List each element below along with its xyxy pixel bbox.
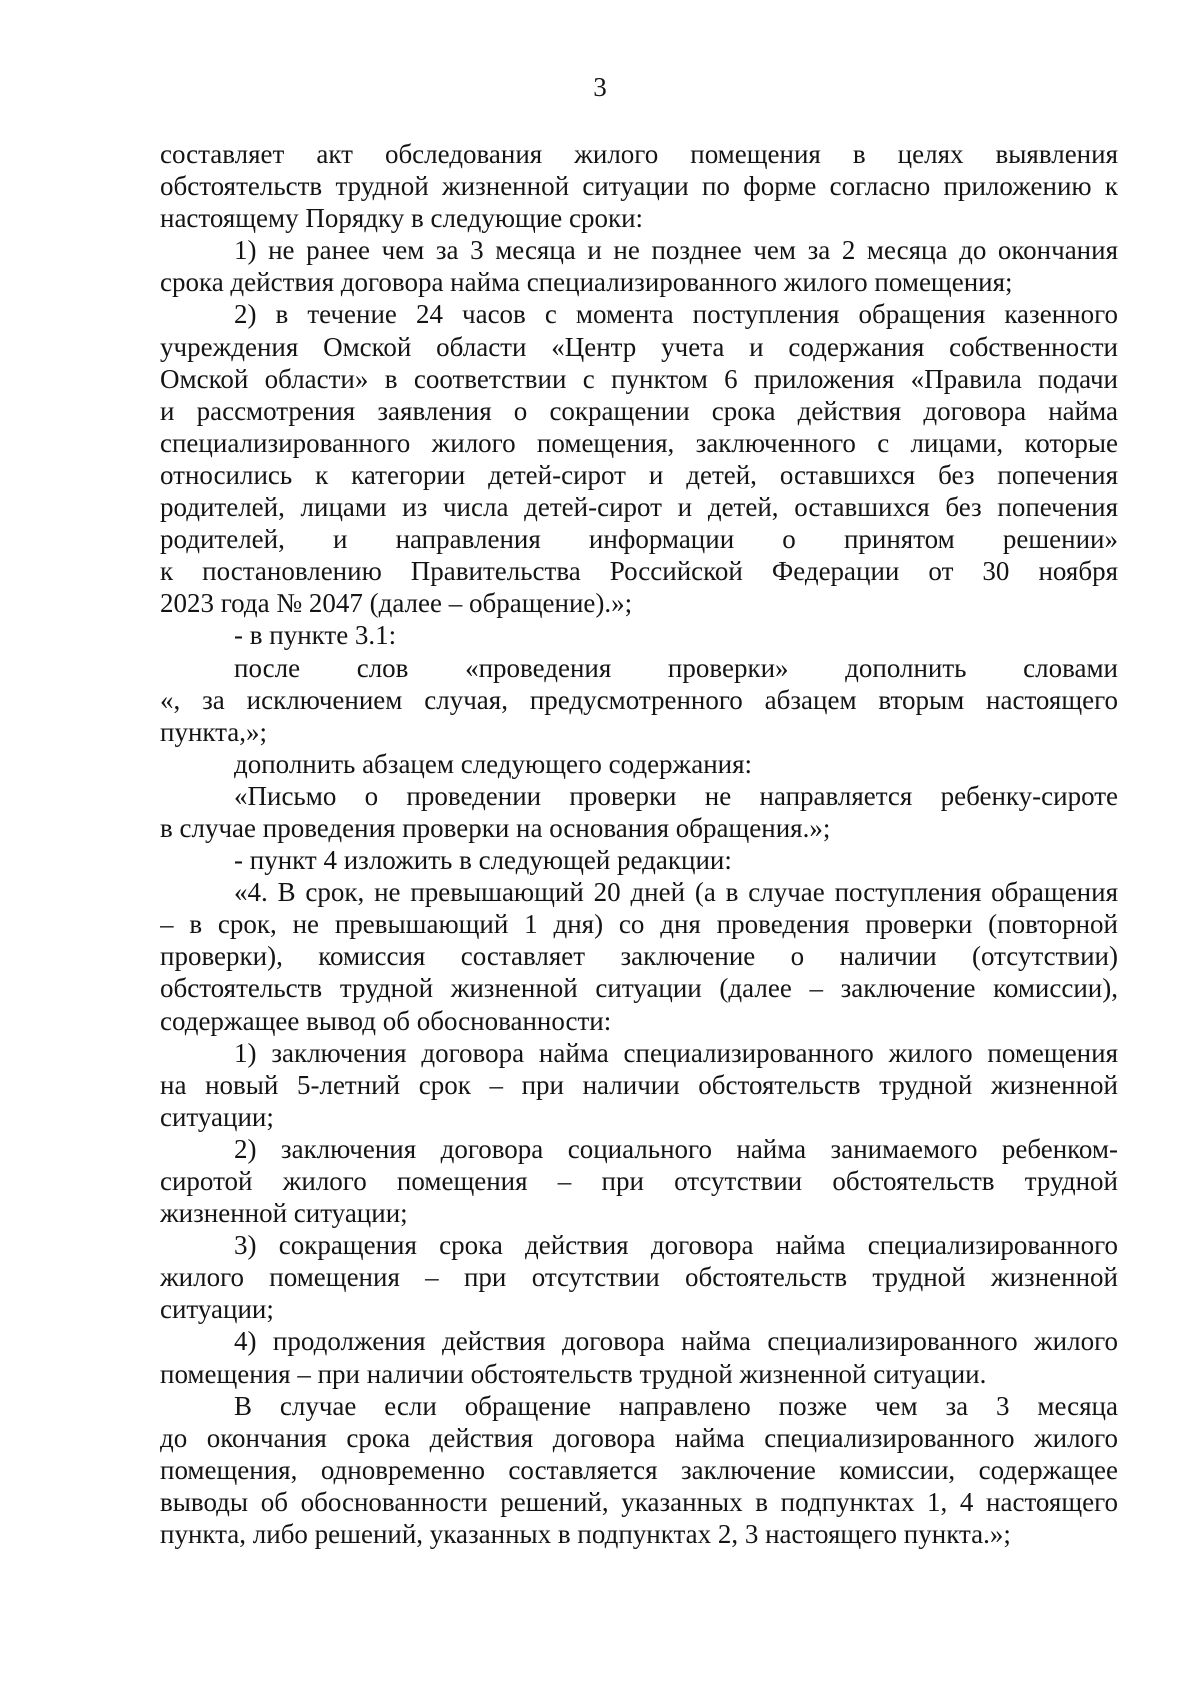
paragraph-first-line: 1) не ранее чем за 3 месяца и не позднее чем за 2 месяца до окончания [234,235,1118,266]
text-line: сиротой жилого помещения – при отсутствии обстоятельств трудной [160,1166,1118,1196]
paragraph-first-line: 3) сокращения срока действия договора найма специализированного [234,1230,1118,1261]
paragraph-first-line: - в пункте 3.1: [234,620,397,651]
text-line: родителей, и направления информации о принятом решении» [160,524,1118,555]
text-line: срока действия договора найма специализированного жилого помещения; [160,267,1013,298]
text-line: относились к категории детей-сирот и детей, оставшихся без попечения [160,459,1118,490]
text-line: «, за исключением случая, предусмотренного абзацем вторым настоящего [160,684,1118,715]
paragraph-first-line: - пункт 4 изложить в следующей редакции: [234,845,732,876]
paragraph-first-line: 1) заключения договора найма специализированного жилого помещения [234,1037,1118,1068]
text-line: проверки), комиссия составляет заключение о наличии (отсутствии) [160,941,1118,972]
text-line: – в срок, не превышающий 1 дня) со дня проведения проверки (повторной [160,909,1118,940]
text-line: и рассмотрения заявления о сокращении срока действия договора найма [160,395,1118,426]
paragraph-first-line: 4) продолжения действия договора найма специализированного жилого [234,1326,1118,1357]
text-line: ситуации; [160,1101,274,1132]
text-line: родителей, лицами из числа детей-сирот и детей, оставшихся без попечения [160,492,1118,523]
paragraph-first-line: 2) в течение 24 часов с момента поступления обращения казенного [234,299,1118,330]
text-line: содержащее вывод об обоснованности: [160,1005,612,1036]
text-line: пункта,»; [160,716,268,747]
text-line: настоящему Порядку в следующие сроки: [160,203,644,234]
text-line: специализированного жилого помещения, заключенного с лицами, которые [160,427,1118,458]
page-number: 3 [593,72,607,102]
paragraph-first-line: «Письмо о проведении проверки не направляется ребенку-сироте [234,780,1118,811]
text-line: жилого помещения – при отсутствии обстоятельств трудной жизненной [160,1262,1118,1293]
text-line: ситуации; [160,1294,274,1325]
document-body [160,138,1118,1550]
paragraph-first-line: «4. В срок, не превышающий 20 дней (а в случае поступления обращения [234,877,1118,908]
text-line: 2023 года № 2047 (далее – обращение).»; [160,588,633,619]
text-line: учреждения Омской области «Центр учета и содержания собственности [160,331,1118,362]
paragraph-first-line: после слов «проведения проверки» дополнить словами [234,652,1118,683]
text-line: обстоятельств трудной жизненной ситуации (далее – заключение комиссии), [160,973,1118,1004]
text-line: к постановлению Правительства Российской Федерации от 30 ноября [160,556,1118,587]
text-line: на новый 5-летний срок – при наличии обстоятельств трудной жизненной [160,1069,1118,1100]
text-line: помещения, одновременно составляется заключение комиссии, содержащее [160,1454,1118,1485]
text-line: в случае проведения проверки на основания обращения.»; [160,812,831,843]
paragraph-first-line: дополнить абзацем следующего содержания: [234,748,753,779]
text-line: до окончания срока действия договора найма специализированного жилого [160,1422,1118,1453]
text-line: выводы об обоснованности решений, указанных в подпунктах 1, 4 настоящего [160,1486,1118,1517]
text-line: составляет акт обследования жилого помещения в целях выявления [160,139,1118,169]
paragraph-first-line: В случае если обращение направлено позже чем за 3 месяца [234,1390,1118,1421]
text-line: обстоятельств трудной жизненной ситуации по форме согласно приложению к [160,171,1118,202]
text-line: жизненной ситуации; [160,1198,408,1229]
paragraph-first-line: 2) заключения договора социального найма занимаемого ребенком- [234,1133,1118,1164]
text-line: Омской области» в соответствии с пунктом 6 приложения «Правила подачи [160,363,1118,394]
text-line: помещения – при наличии обстоятельств трудной жизненной ситуации. [160,1358,987,1389]
text-line: пункта, либо решений, указанных в подпунктах 2, 3 настоящего пункта.»; [160,1519,1011,1550]
